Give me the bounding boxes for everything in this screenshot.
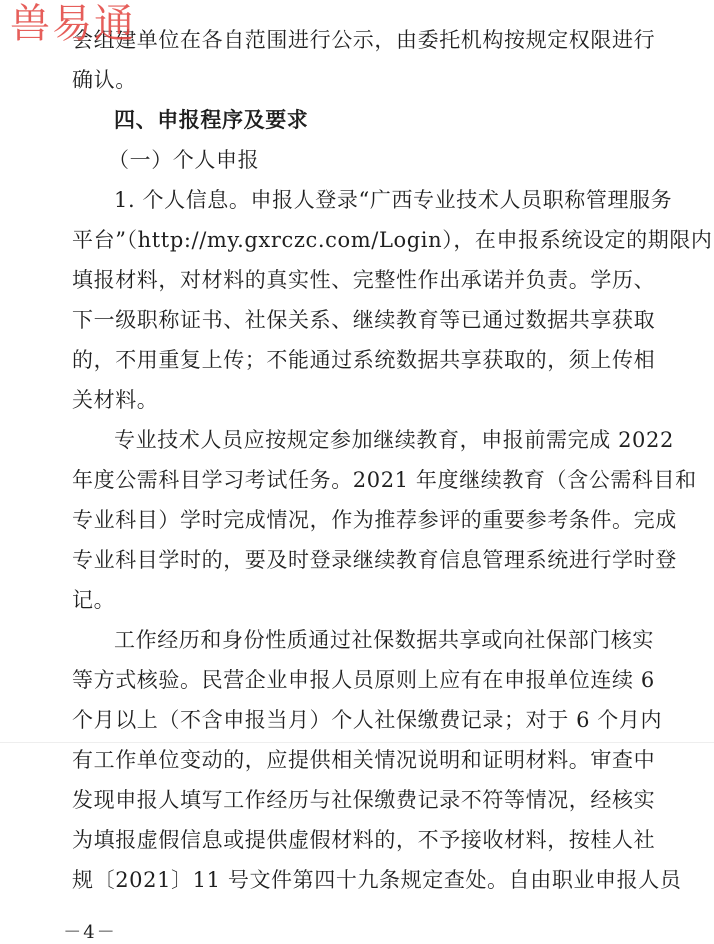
text-line: 专业科目）学时完成情况，作为推荐参评的重要参考条件。完成 [72, 508, 677, 532]
paragraph-first-line: 专业技术人员应按规定参加继续教育，申报前需完成 2022 [114, 428, 674, 452]
page-number: －4－ [63, 922, 117, 943]
text-line: 发现申报人填写工作经历与社保缴费记录不符等情况，经核实 [72, 788, 656, 812]
text-line: 关材料。 [72, 388, 159, 412]
text-line: 有工作单位变动的，应提供相关情况说明和证明材料。审查中 [72, 748, 656, 772]
text-line: 个月以上（不含申报当月）个人社保缴费记录；对于 6 个月内 [72, 708, 663, 732]
scan-artifact-line [0, 742, 714, 743]
paragraph-first-line: 1. 个人信息。申报人登录“广西专业技术人员职称管理服务 [114, 188, 673, 212]
text-line: 确认。 [72, 68, 137, 92]
subsection-heading: （一）个人申报 [108, 148, 260, 172]
section-heading: 四、申报程序及要求 [114, 108, 309, 132]
text-line: 专业科目学时的，要及时登录继续教育信息管理系统进行学时登 [72, 548, 677, 572]
text-line: 会组建单位在各自范围进行公示，由委托机构按规定权限进行 [72, 28, 656, 52]
text-line: 下一级职称证书、社保关系、继续教育等已通过数据共享获取 [72, 308, 656, 332]
text-line: 的，不用重复上传；不能通过系统数据共享获取的，须上传相 [72, 348, 656, 372]
text-line: 规〔2021〕11 号文件第四十九条规定查处。自由职业申报人员 [72, 868, 682, 892]
text-line: 记。 [72, 588, 116, 612]
text-line: 填报材料，对材料的真实性、完整性作出承诺并负责。学历、 [72, 268, 656, 292]
text-line: 年度公需科目学习考试任务。2021 年度继续教育（含公需科目和 [72, 468, 697, 492]
watermark-stamp: 兽易通 [10, 1, 136, 47]
text-line: 平台”（http://my.gxrczc.com/Login），在申报系统设定的期限内 [72, 228, 713, 252]
text-line: 为填报虚假信息或提供虚假材料的，不予接收材料，按桂人社 [72, 828, 656, 852]
text-line: 等方式核验。民营企业申报人员原则上应有在申报单位连续 6 [72, 668, 655, 692]
paragraph-first-line: 工作经历和身份性质通过社保数据共享或向社保部门核实 [114, 628, 654, 652]
